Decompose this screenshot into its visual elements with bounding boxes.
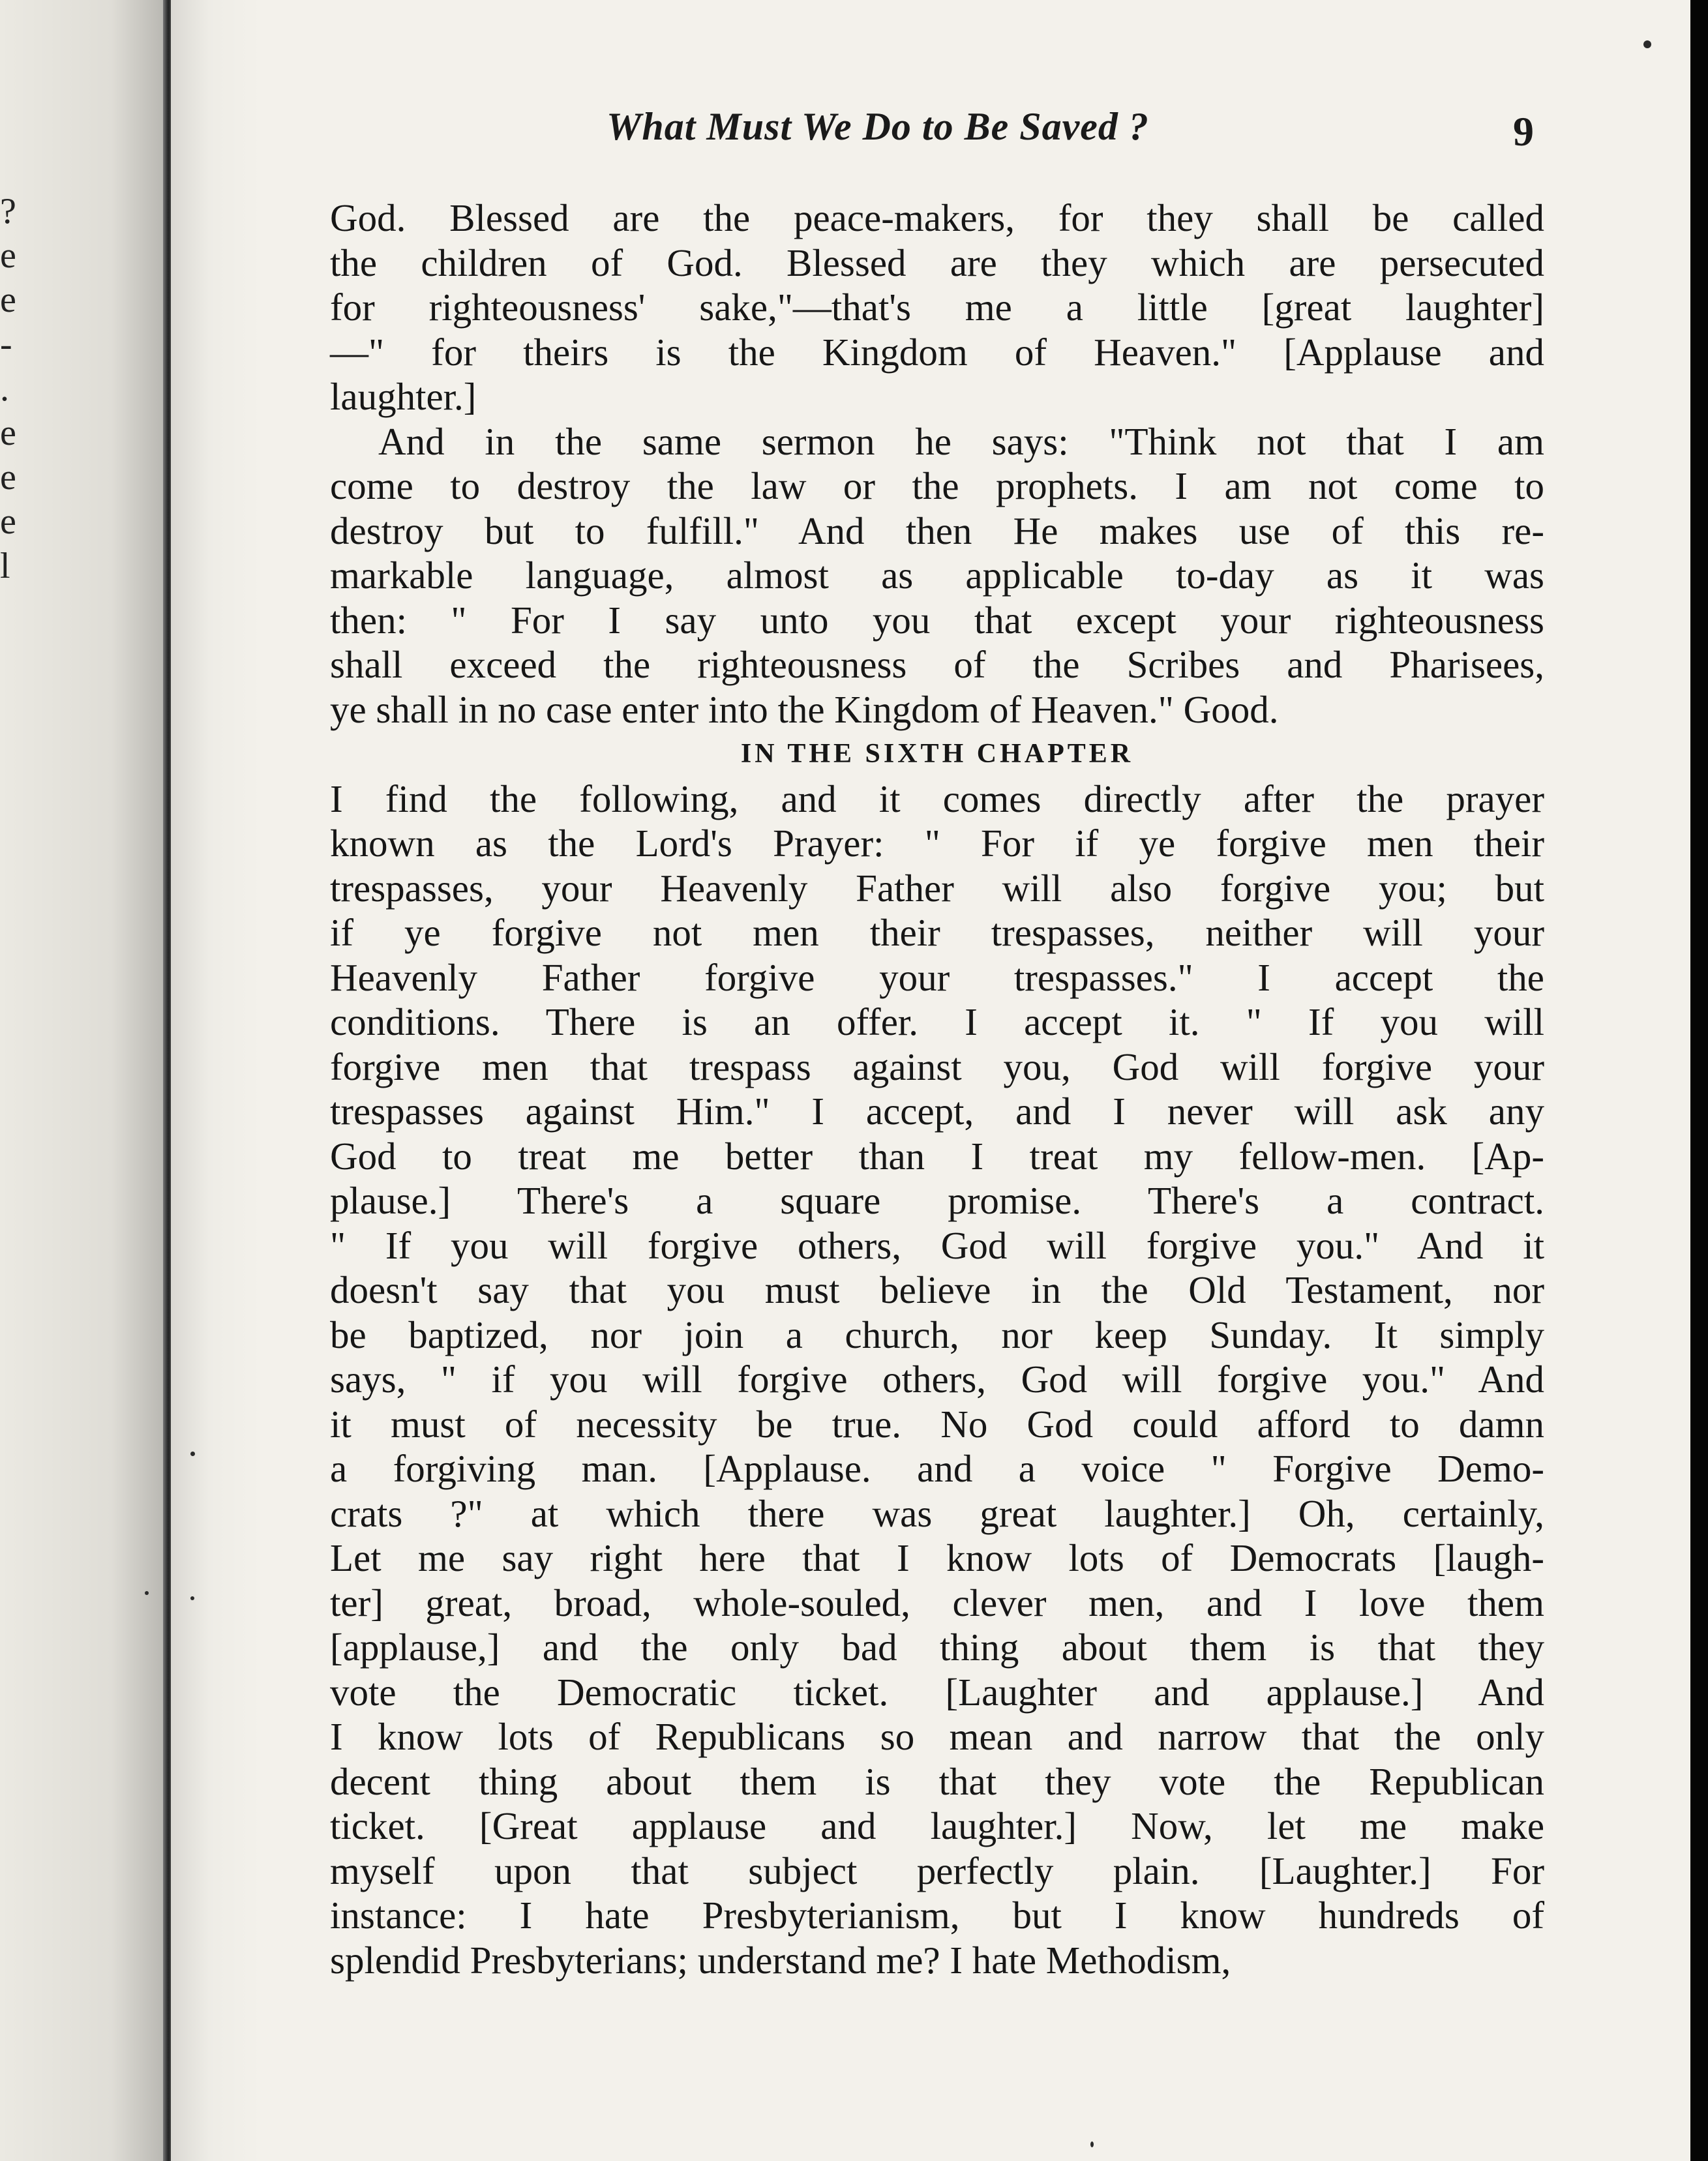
facing-page-fragment: e [0, 457, 16, 498]
text-line: then: " For I say unto you that except your righteousness [330, 598, 1544, 642]
text-line: come to destroy the law or the prophets. I am not come to [330, 464, 1544, 507]
facing-page-fragment: e [0, 413, 16, 453]
text-line: crats ?" at which there was great laughter.] Oh, certainly, [330, 1491, 1544, 1535]
text-line: says, " if you will forgive others, God will forgive you." And [330, 1358, 1544, 1401]
text-line: a forgiving man. [Applause. and a voice " Forgive Demo- [330, 1447, 1544, 1490]
text-line: destroy but to fulfill." And then He makes use of this re- [330, 509, 1544, 552]
text-line: Heavenly Father forgive your trespasses." I accept the [330, 955, 1544, 999]
facing-page-fragment: e [0, 280, 16, 320]
text-line: —" for theirs is the Kingdom of Heaven." [Applause and [330, 330, 1544, 374]
text-line: shall exceed the righteousness of the Scribes and Pharisees, [330, 643, 1544, 686]
text-line: " If you will forgive others, God will forgive you." And it [330, 1223, 1544, 1267]
text-line: ter] great, broad, whole-souled, clever men, and I love them [330, 1581, 1544, 1624]
facing-page-fragment: ? [0, 191, 16, 231]
body-text [330, 196, 1544, 1982]
text-line: the children of God. Blessed are they which are persecuted [330, 241, 1544, 284]
text-line: instance: I hate Presbyterianism, but I know hundreds of [330, 1894, 1544, 1937]
text-line: if ye forgive not men their trespasses, neither will your [330, 911, 1544, 954]
text-line: splendid Presbyterians; understand me? I hate Methodism, [330, 1938, 1231, 1982]
text-line: trespasses, your Heavenly Father will also forgive you; but [330, 866, 1544, 910]
scan-border [1690, 0, 1708, 2161]
facing-page-fragment: l [0, 546, 10, 586]
facing-page-edge [0, 0, 166, 2161]
text-line: God. Blessed are the peace-makers, for they shall be called [330, 196, 1544, 239]
text-line: laughter.] [330, 375, 477, 418]
text-line: ticket. [Great applause and laughter.] Now, let me make [330, 1804, 1544, 1847]
text-line: And in the same sermon he says: "Think not that I am [378, 419, 1544, 463]
text-line: plause.] There's a square promise. There's a contract. [330, 1179, 1544, 1222]
text-line: God to treat me better than I treat my fellow-men. [Ap- [330, 1134, 1544, 1178]
scan-speck [190, 1452, 195, 1456]
text-line: trespasses against Him." I accept, and I never will ask any [330, 1090, 1544, 1133]
text-line: vote the Democratic ticket. [Laughter and applause.] And [330, 1670, 1544, 1714]
section-heading: IN THE SIXTH CHAPTER [740, 739, 1134, 769]
facing-page-fragment: - [0, 324, 12, 365]
text-line: doesn't say that you must believe in the Old Testament, nor [330, 1268, 1544, 1311]
scan-speck [145, 1591, 149, 1595]
text-line: I find the following, and it comes directly after the prayer [330, 777, 1544, 820]
text-line: be baptized, nor join a church, nor keep Sunday. It simply [330, 1313, 1544, 1356]
text-line: ye shall in no case enter into the Kingdom of Heaven." Good. [330, 687, 1279, 731]
text-line: conditions. There is an offer. I accept it. " If you will [330, 1000, 1544, 1043]
page-number: 9 [1513, 108, 1534, 155]
facing-page-fragment: e [0, 501, 16, 542]
text-line: [applause,] and the only bad thing about them is that they [330, 1626, 1544, 1669]
text-line: known as the Lord's Prayer: " For if ye forgive men their [330, 822, 1544, 865]
text-line: markable language, almost as applicable to-day as it was [330, 554, 1544, 597]
facing-page-text-fragments [0, 189, 26, 588]
text-line: for righteousness' sake,"—that's me a little [great laughter] [330, 286, 1544, 329]
text-line: Let me say right here that I know lots of Democrats [laugh- [330, 1536, 1544, 1579]
facing-page-fragment: . [0, 368, 9, 409]
running-head: What Must We Do to Be Saved ? [607, 105, 1149, 148]
scan-speck [190, 1596, 194, 1600]
text-line: forgive men that trespass against you, God will forgive your [330, 1045, 1544, 1088]
text-line: it must of necessity be true. No God could afford to damn [330, 1402, 1544, 1446]
facing-page-fragment: e [0, 235, 16, 276]
scan-speck [1643, 40, 1651, 48]
scan-speck [1090, 2141, 1094, 2147]
text-line: myself upon that subject perfectly plain. [Laughter.] For [330, 1849, 1544, 1892]
text-line: decent thing about them is that they vote the Republican [330, 1759, 1544, 1803]
text-line: I know lots of Republicans so mean and narrow that the only [330, 1715, 1544, 1758]
